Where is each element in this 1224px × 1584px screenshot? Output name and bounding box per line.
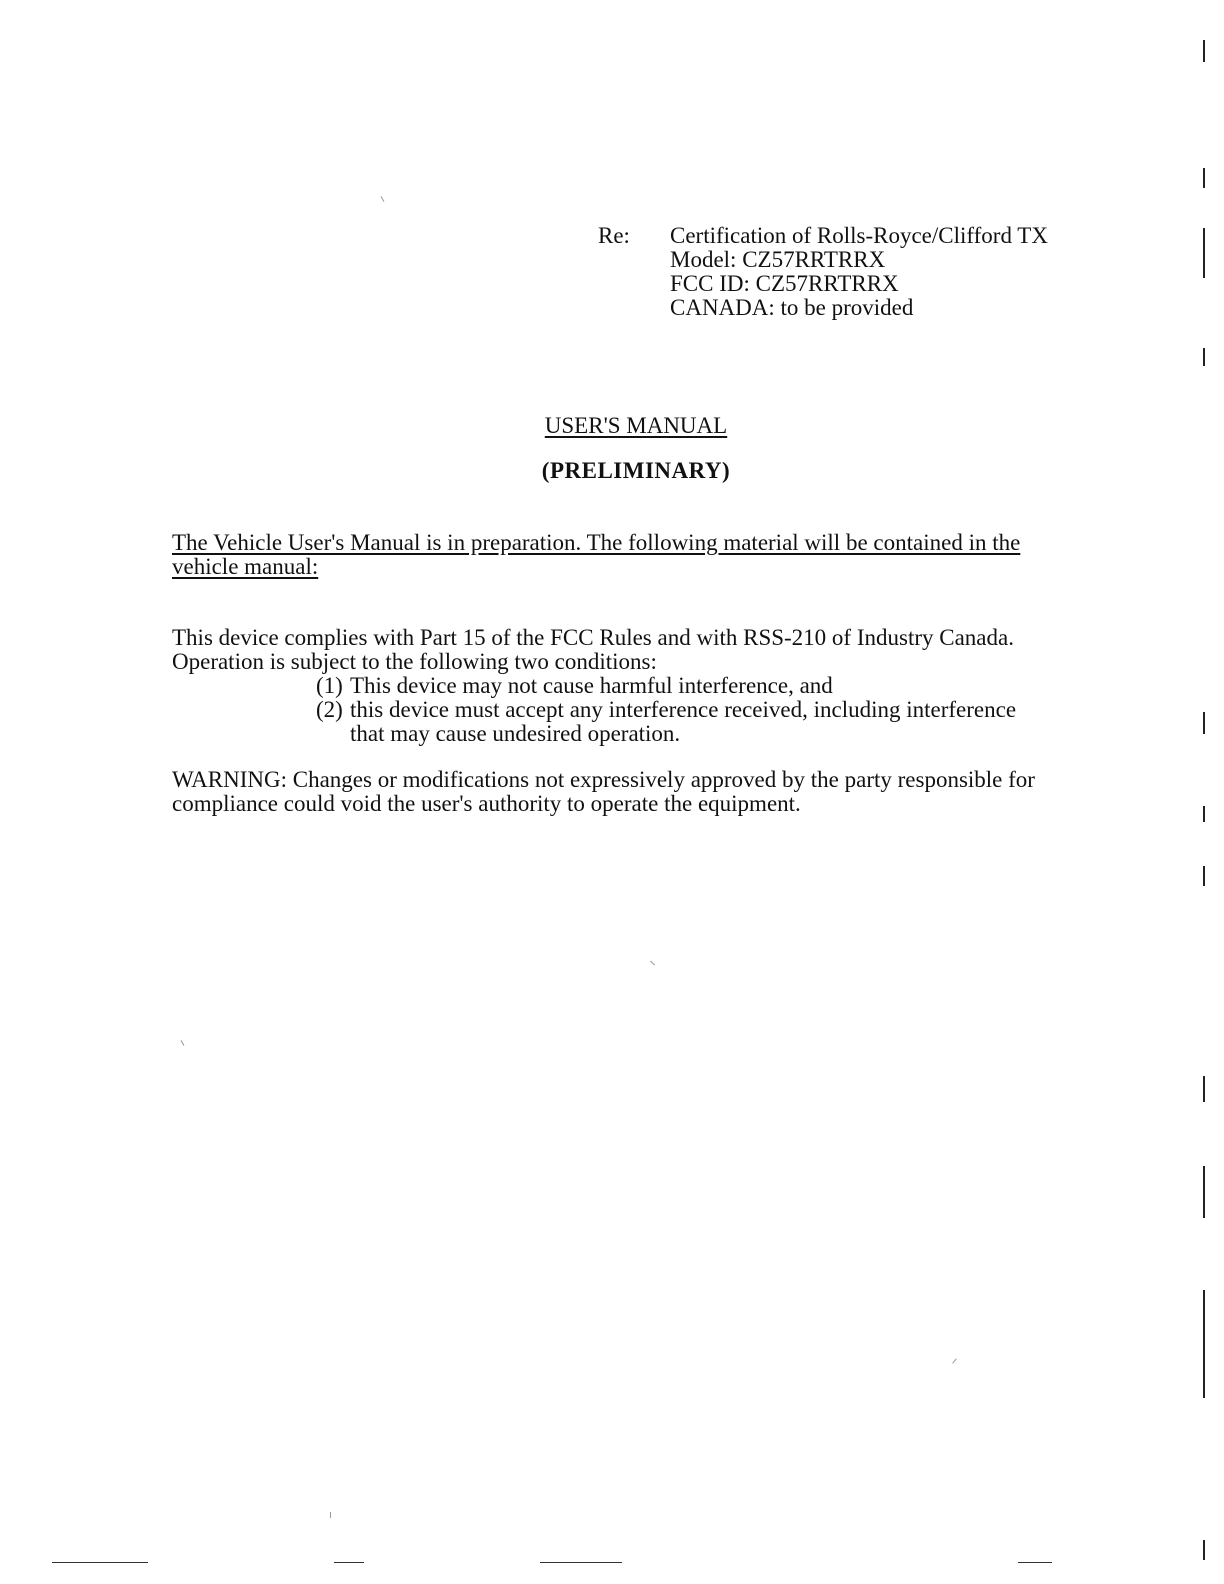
- scan-edge-mark: [1203, 228, 1205, 278]
- scan-edge-mark: [1203, 1540, 1205, 1560]
- scan-edge-mark: [1203, 1076, 1205, 1102]
- warning-line-2: compliance could void the user's authority to operate the equipment.: [172, 791, 801, 816]
- scan-speck: [650, 961, 655, 966]
- scan-edge-mark: [1203, 806, 1205, 822]
- condition-1-number: (1): [316, 673, 343, 698]
- scan-edge-mark: [1203, 348, 1205, 366]
- manual-title: USER'S MANUAL: [544, 413, 728, 438]
- re-label: Re:: [598, 223, 630, 248]
- compliance-line-1: This device complies with Part 15 of the FCC Rules and with RSS-210 of Industry Canada.: [172, 625, 1014, 650]
- condition-2-continuation: that may cause undesired operation.: [350, 721, 681, 746]
- scan-speck: [952, 1358, 957, 1363]
- condition-1-text: This device may not cause harmful interference, and: [350, 673, 833, 698]
- scan-edge-mark: [1203, 1166, 1205, 1218]
- re-line-fcc-id: FCC ID: CZ57RRTRRX: [670, 271, 899, 296]
- condition-2-number: (2): [316, 697, 343, 722]
- re-line-certification: Certification of Rolls-Royce/Clifford TX: [670, 223, 1048, 248]
- re-line-model: Model: CZ57RRTRRX: [670, 247, 886, 272]
- scan-speck: [330, 1512, 331, 1518]
- footer-rule: [334, 1562, 364, 1563]
- warning-line-1: WARNING: Changes or modifications not expressively approved by the party responsible for: [172, 767, 1035, 792]
- intro-paragraph: The Vehicle User's Manual is in preparation. The following material will be contained in the vehicle manual:: [172, 530, 1021, 579]
- scan-edge-mark: [1203, 712, 1205, 734]
- condition-2-text: this device must accept any interference received, including interference: [350, 697, 1017, 722]
- scan-edge-mark: [1203, 866, 1205, 886]
- footer-rule: [540, 1562, 622, 1563]
- scan-edge-mark: [1203, 40, 1205, 62]
- scan-speck: [381, 196, 385, 202]
- compliance-line-2: Operation is subject to the following two conditions:: [172, 649, 657, 674]
- footer-rule: [1018, 1562, 1052, 1563]
- footer-rule: [52, 1562, 148, 1563]
- manual-subtitle: (PRELIMINARY): [541, 458, 731, 483]
- scan-edge-mark: [1203, 1290, 1205, 1398]
- re-line-canada: CANADA: to be provided: [670, 295, 914, 320]
- scan-speck: [181, 1040, 185, 1046]
- scan-edge-mark: [1203, 168, 1205, 188]
